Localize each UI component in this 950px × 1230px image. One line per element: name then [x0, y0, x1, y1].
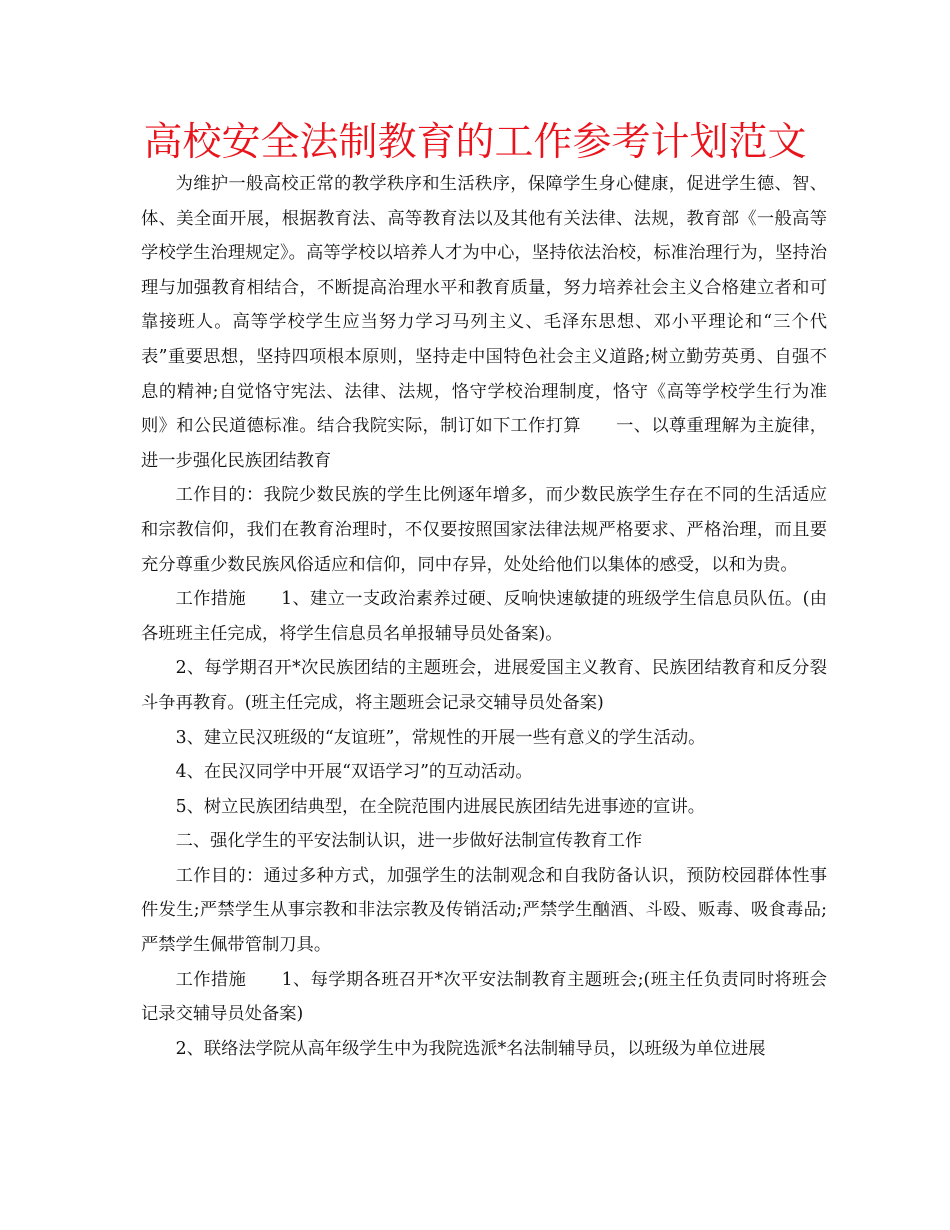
paragraph-measure-2-1: 工作措施 1、每学期各班召开*次平安法制教育主题班会;(班主任负责同时将班会记录交辅导员处备案)	[141, 969, 827, 1025]
paragraph-measure-2-2: 2、联络法学院从高年级学生中为我院选派*名法制辅导员，以班级为单位进展	[175, 1038, 766, 1059]
paragraph-goal-2: 工作目的：通过多种方式，加强学生的法制观念和自我防备认识，预防校园群体性事件发生;严禁学生从事宗教和非法宗教及传销活动;严禁学生酗酒、斗殴、贩毒、吸食毒品;严禁学生佩带管制刀具。	[141, 865, 827, 956]
paragraph-measure-1: 工作措施 1、建立一支政治素养过硬、反响快速敏捷的班级学生信息员队伍。(由各班班主任完成，将学生信息员名单报辅导员处备案)。	[141, 589, 827, 644]
paragraph-measure-4: 4、在民汉同学中开展“双语学习”的互动活动。	[175, 762, 533, 783]
paragraph-goal-1: 工作目的：我院少数民族的学生比例逐年增多，而少数民族学生存在不同的生活适应和宗教信仰，我们在教育治理时，不仅要按照国家法律法规严格要求、严格治理，而且要充分尊重少数民族风俗适应和信仰，同中存异，处处给他们以集体的感受，以和为贵。	[141, 485, 827, 575]
paragraph-measure-5: 5、树立民族团结典型，在全院范围内进展民族团结先进事迹的宣讲。	[175, 796, 706, 817]
document-title: 高校安全法制教育的工作参考计划范文	[143, 120, 807, 165]
paragraph-section-2-heading: 二、强化学生的平安法制认识，进一步做好法制宣传教育工作	[175, 831, 643, 852]
paragraph-measure-3: 3、建立民汉班级的“友谊班”，常规性的开展一些有意义的学生活动。	[175, 727, 706, 748]
paragraph-measure-2: 2、每学期召开*次民族团结的主题班会，进展爱国主义教育、民族团结教育和反分裂斗争再教育。(班主任完成，将主题班会记录交辅导员处备案)	[141, 658, 827, 713]
paragraph-intro: 为维护一般高校正常的教学秩序和生活秩序，保障学生身心健康，促进学生德、智、体、美全面开展，根据教育法、高等教育法以及其他有关法律、法规，教育部《一般高等学校学生治理规定》。高等学校以培养人才为中心，坚持依法治校，标准治理行为，坚持治理与加强教育相结合，不断提高治理水平和教育质量，努力培养社会主义合格建立者和可靠接班人。高等学校学生应当努力学习马列主义、毛泽东思想、邓小平理论和“三个代表”重要思想，坚持四项根本原则，坚持走中国特色社会主义道路;树立勤劳英勇、自强不息的精神;自觉恪守宪法、法律、法规，恪守学校治理制度，恪守《高等学校学生行为准则》和公民道德标准。结合我院实际，制订如下工作打算 一、以尊重理解为主旋律，进一步强化民族团结教育	[141, 174, 827, 471]
document-body	[141, 167, 827, 1066]
